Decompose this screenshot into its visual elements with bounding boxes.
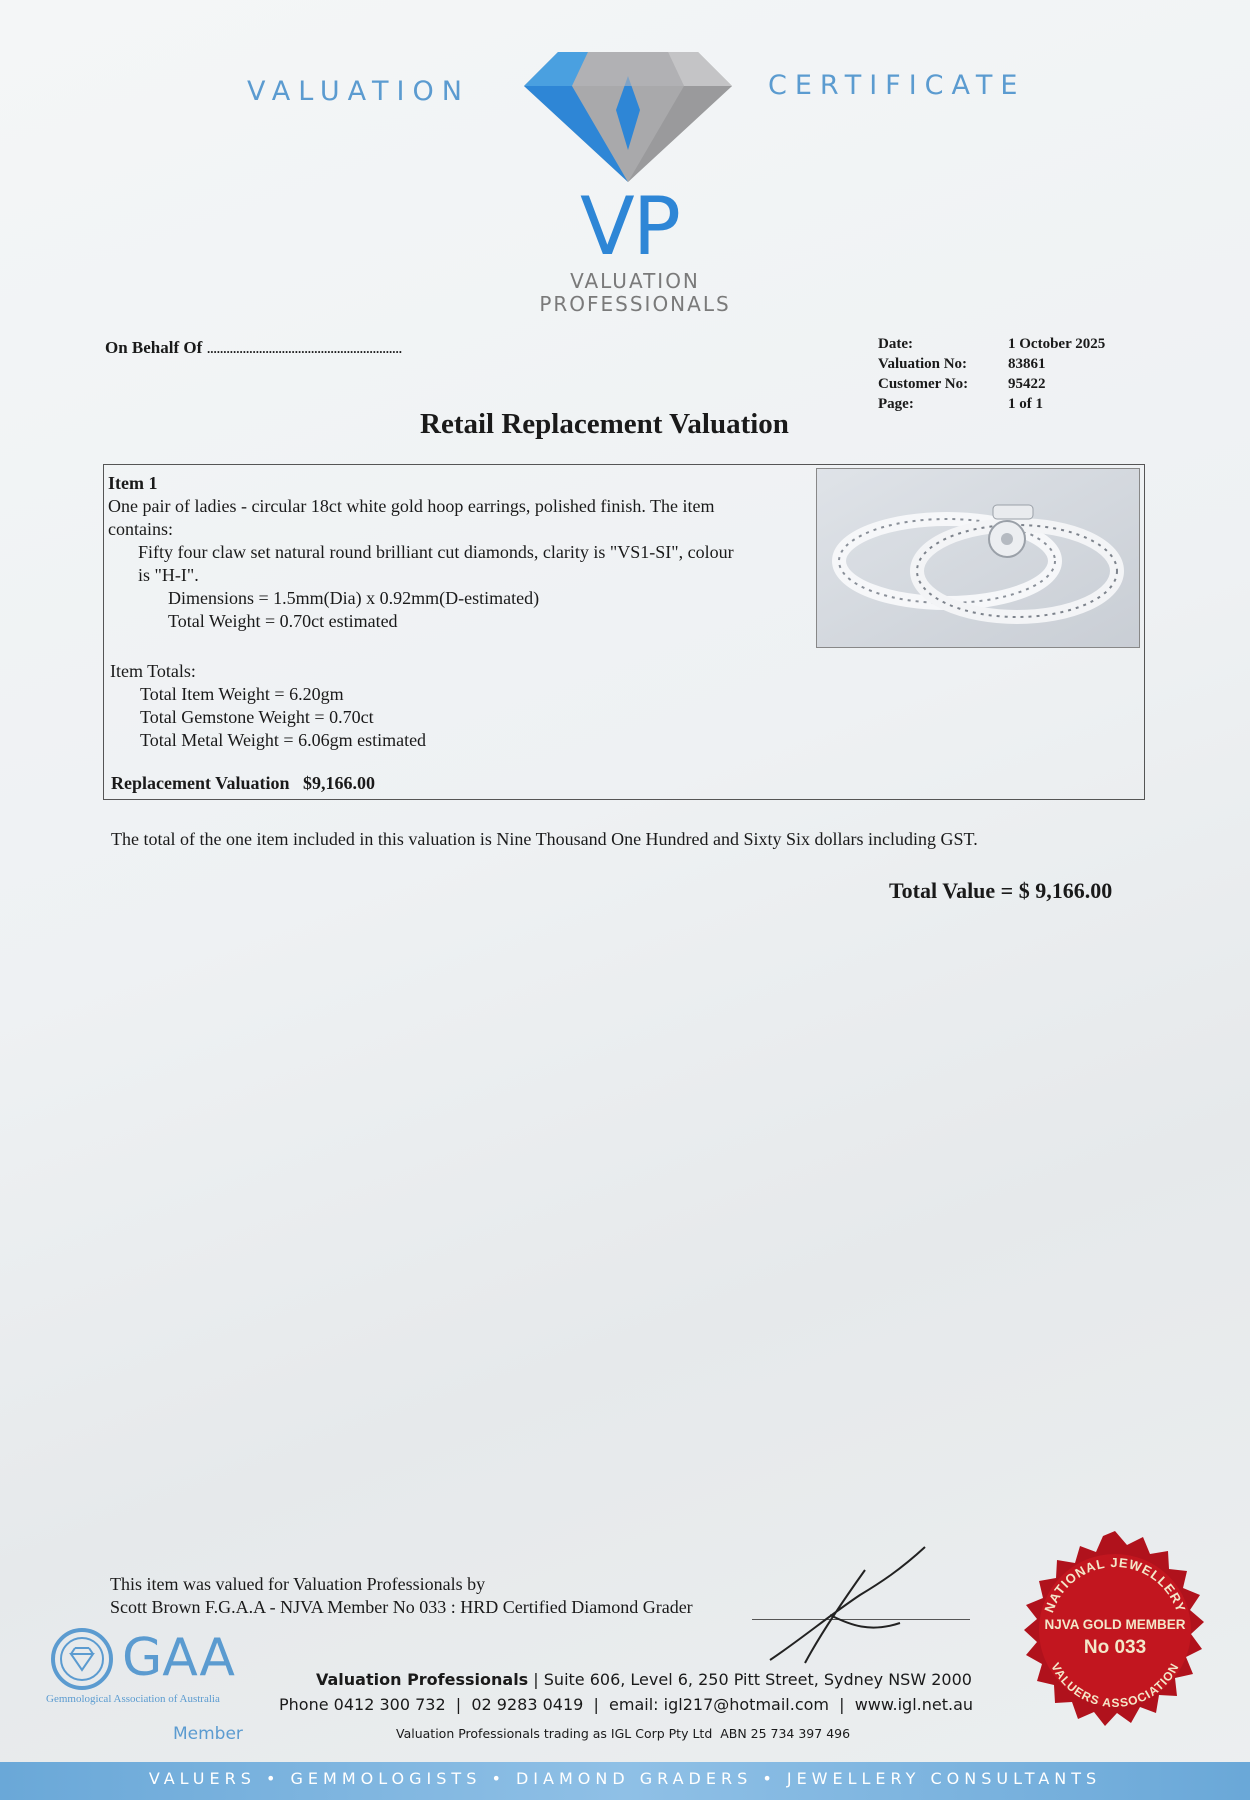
footer-address: | Suite 606, Level 6, 250 Pitt Street, Sydney NSW 2000 — [528, 1670, 972, 1689]
logo-subtitle — [520, 270, 750, 316]
date-label: Date: — [878, 336, 913, 352]
seal-line-2: No 033 — [1083, 1637, 1147, 1658]
page-value: 1 of 1 — [1008, 396, 1043, 412]
item-description-line-2: contains: — [108, 519, 173, 539]
logo-subtitle-line-1: VALUATION — [570, 269, 700, 293]
page-label: Page: — [878, 396, 914, 412]
valuation-summary: The total of the one item included in this valuation is Nine Thousand One Hundred and Sixty Six dollars including GST. — [111, 829, 978, 849]
item-totals-heading: Item Totals: — [110, 661, 196, 681]
document-title: Retail Replacement Valuation — [420, 408, 789, 440]
total-value: Total Value = $ 9,166.00 — [889, 878, 1113, 903]
date-value: 1 October 2025 — [1008, 336, 1106, 352]
gaa-full-name: Gemmological Association of Australia — [46, 1693, 220, 1705]
total-item-weight: Total Item Weight = 6.20gm — [140, 684, 344, 704]
diamond-logo-icon — [518, 50, 738, 190]
valuation-no-label: Valuation No: — [878, 356, 968, 372]
bottom-band: VALUERS • GEMMOLOGISTS • DIAMOND GRADERS • JEWELLERY CONSULTANTS — [0, 1762, 1250, 1800]
customer-no-value: 95422 — [1008, 376, 1046, 392]
header-word-valuation: VALUATION — [247, 76, 470, 107]
item-heading: Item 1 — [108, 473, 158, 493]
footer-address-line — [316, 1670, 972, 1689]
gaa-member: Member — [173, 1724, 243, 1744]
gaa-letters: GAA — [122, 1628, 235, 1688]
total-metal-weight: Total Metal Weight = 6.06gm estimated — [140, 730, 427, 750]
item-diamonds-line-2: is "H-I". — [138, 565, 199, 585]
logo-subtitle-line-2: PROFESSIONALS — [539, 292, 731, 316]
item-diamonds-line-1: Fifty four claw set natural round brilliant cut diamonds, clarity is "VS1-SI", colour — [138, 542, 734, 562]
item-description-line-1: One pair of ladies - circular 18ct white gold hoop earrings, polished finish. The item — [108, 496, 715, 516]
valuer-line-1: This item was valued for Valuation Professionals by — [110, 1574, 486, 1594]
gaa-diamond-icon — [47, 1628, 117, 1690]
on-behalf-label: On Behalf Of — [105, 338, 203, 357]
total-gemstone-weight: Total Gemstone Weight = 0.70ct — [140, 707, 374, 727]
vp-logo: VP — [580, 180, 679, 273]
on-behalf-dots: ............................................................ — [206, 338, 402, 357]
item-total-weight: Total Weight = 0.70ct estimated — [168, 611, 398, 631]
header-word-certificate: CERTIFICATE — [768, 70, 1026, 101]
item-dimensions: Dimensions = 1.5mm(Dia) x 0.92mm(D-estimated) — [168, 588, 540, 608]
valuer-statement — [110, 1573, 693, 1619]
meta-table — [878, 334, 1105, 414]
item-totals — [110, 660, 426, 752]
replacement-value: $9,166.00 — [303, 773, 376, 793]
signature — [760, 1535, 980, 1675]
seal-line-1: NJVA GOLD MEMBER — [1044, 1617, 1186, 1632]
replacement-valuation — [111, 772, 375, 795]
footer-trading: Valuation Professionals trading as IGL Corp Pty Ltd ABN 25 734 397 496 — [396, 1726, 851, 1741]
valuation-no-value: 83861 — [1008, 356, 1046, 372]
valuer-line-2: Scott Brown F.G.A.A - NJVA Member No 033 : HRD Certified Diamond Grader — [110, 1597, 693, 1617]
footer-company: Valuation Professionals — [316, 1670, 529, 1689]
seal-arc-bottom: VALUERS ASSOCIATION — [1048, 1660, 1182, 1711]
earrings-photo — [816, 468, 1140, 648]
customer-no-label: Customer No: — [878, 376, 969, 392]
seal-arc-top: NATIONAL JEWELLERY — [1041, 1554, 1189, 1615]
footer-contact: Phone 0412 300 732 | 02 9283 0419 | email: igl217@hotmail.com | www.igl.net.au — [279, 1695, 974, 1714]
replacement-label: Replacement Valuation — [111, 773, 290, 793]
njva-seal-icon — [1010, 1527, 1220, 1737]
item-details — [108, 472, 808, 633]
on-behalf-of — [105, 338, 402, 358]
